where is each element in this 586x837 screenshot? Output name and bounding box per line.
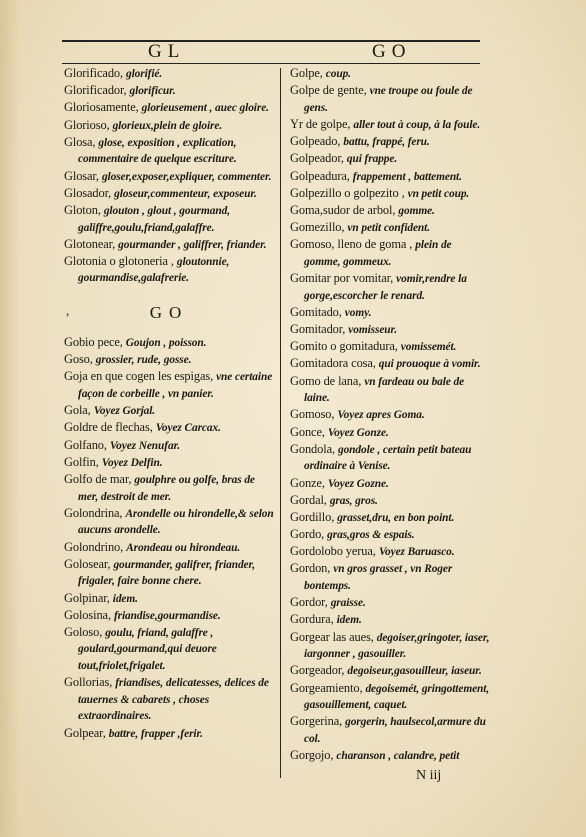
dictionary-entry	[290, 66, 490, 83]
entry-definition: vn petit coup.	[407, 187, 470, 200]
entry-definition: Arondelle ou hirondelle,& selon aucuns arondelle.	[78, 507, 274, 537]
page-edge-shadow	[0, 0, 20, 837]
entry-headword: Golfo de mar,	[64, 471, 132, 486]
entry-headword: Golondrina,	[64, 505, 123, 520]
entry-headword: Gordon,	[290, 561, 331, 576]
dictionary-entry	[290, 527, 490, 544]
entry-headword: Gorgojo,	[290, 748, 334, 763]
dictionary-entry	[290, 151, 490, 168]
entry-headword: Goja en que cogen les espigas,	[64, 369, 214, 384]
dictionary-entry	[290, 237, 490, 270]
left-entries-top	[64, 66, 274, 287]
entry-definition: idem.	[112, 592, 138, 605]
entry-headword: Gorgeador,	[290, 663, 345, 678]
entry-headword: Gomitado,	[290, 304, 342, 319]
entry-headword: Glosar,	[64, 168, 99, 183]
entry-headword: Gomitar por vomitar,	[290, 271, 394, 286]
dictionary-entry	[290, 339, 490, 356]
entry-definition: Voyez Baruasco.	[378, 546, 455, 559]
entry-definition: vomy.	[344, 306, 372, 319]
left-column	[64, 66, 274, 743]
entry-definition: glouton , glout , gourmand, galiffre,goulu,friand,galaffre.	[78, 204, 230, 234]
dictionary-entry	[290, 117, 490, 134]
dictionary-entry	[64, 403, 274, 420]
entry-definition: gorgerin, haulsecol,armure du col.	[304, 716, 486, 745]
entry-headword: Golpe de gente,	[290, 83, 367, 98]
dictionary-entry	[290, 748, 490, 765]
entry-definition: glorifié.	[126, 68, 163, 80]
entry-headword: Glotonear,	[64, 236, 116, 251]
dictionary-entry	[290, 476, 490, 493]
dictionary-entry	[64, 625, 274, 675]
entry-headword: Goma,sudor de arbol,	[290, 202, 396, 217]
dictionary-entry	[64, 369, 274, 402]
entry-definition: plein de gomme, gommeux.	[304, 239, 452, 268]
entry-headword: Gomoso, lleno de goma ,	[290, 237, 413, 252]
dictionary-entry	[64, 335, 274, 352]
entry-definition: idem.	[336, 614, 362, 627]
section-mark: ,	[66, 303, 70, 319]
entry-headword: Golpear,	[64, 725, 106, 740]
dictionary-entry	[290, 630, 490, 663]
section-heading	[64, 303, 274, 323]
entry-definition: charanson , calandre, petit	[336, 750, 460, 763]
dictionary-entry	[290, 169, 490, 186]
dictionary-entry	[290, 595, 490, 612]
dictionary-entry	[290, 714, 490, 747]
entry-definition: glose, exposition , explication, commentaire de quelque escriture.	[78, 136, 237, 166]
dictionary-entry	[64, 420, 274, 437]
entry-definition: qui prouoque à vomir.	[378, 358, 481, 371]
entry-definition: glorieusement , auec gloire.	[141, 102, 269, 115]
dictionary-entry	[290, 663, 490, 680]
dictionary-entry	[64, 186, 274, 203]
entry-definition: vomissemét.	[400, 341, 457, 354]
entry-headword: Gorgear las aues,	[290, 629, 374, 644]
entry-definition: glorieux,plein de gloire.	[112, 119, 223, 132]
entry-headword: Golfano,	[64, 437, 107, 452]
dictionary-entry	[290, 322, 490, 339]
dictionary-entry	[290, 305, 490, 322]
dictionary-entry	[290, 425, 490, 442]
dictionary-entry	[64, 237, 274, 254]
entry-headword: Yr de golpe,	[290, 116, 351, 131]
entry-headword: Gobio pece,	[64, 335, 123, 350]
entry-definition: gourmander , galiffrer, friander.	[118, 238, 267, 251]
entry-definition: goulphre ou golfe, bras de mer, destroit de mer.	[78, 473, 255, 503]
dictionary-entry	[64, 100, 274, 117]
dictionary-entry	[64, 66, 274, 83]
dictionary-entry	[64, 472, 274, 505]
entry-definition: degoisemét, gringottement, gasouillement, caquet.	[304, 682, 490, 712]
entry-definition: Voyez Nenufar.	[109, 439, 181, 452]
dictionary-entry	[290, 374, 490, 407]
entry-headword: Gorgerina,	[290, 714, 343, 729]
entry-definition: gloseur,commenteur, exposeur.	[114, 187, 257, 200]
signature-mark: N iij	[416, 768, 442, 783]
dictionary-entry	[290, 134, 490, 151]
entry-definition: gondole , certain petit bateau ordinaire à Venise.	[304, 443, 472, 473]
entry-definition: aller tout à coup, à la foule.	[353, 118, 481, 131]
entry-headword: Gomitador,	[290, 322, 346, 337]
entry-definition: gomme.	[398, 204, 435, 217]
entry-headword: Gollorias,	[64, 675, 113, 690]
dictionary-entry	[290, 203, 490, 220]
entry-headword: Glosa,	[64, 134, 96, 149]
running-head-left: GL	[148, 41, 186, 62]
entry-headword: Glorificador,	[64, 83, 127, 98]
entry-headword: Goldre de flechas,	[64, 420, 153, 435]
entry-definition: grasset,dru, en bon point.	[337, 511, 455, 524]
entry-definition: Voyez Delfin.	[101, 456, 163, 469]
header-rule-bottom	[62, 63, 480, 64]
dictionary-entry	[64, 352, 274, 369]
entry-headword: Goloso,	[64, 624, 103, 639]
entry-headword: Gordal,	[290, 492, 327, 507]
dictionary-entry	[64, 540, 274, 557]
entry-definition: coup.	[325, 68, 351, 80]
entry-definition: vomir,rendre la gorge,escorcher le renard.	[304, 273, 467, 302]
dictionary-entry	[64, 726, 274, 743]
dictionary-entry	[290, 442, 490, 475]
dictionary-entry	[64, 169, 274, 186]
entry-headword: Golpeador,	[290, 151, 344, 166]
entry-headword: Gonce,	[290, 424, 325, 439]
entry-definition: Voyez Gonze.	[327, 426, 389, 439]
entry-definition: degoiser,gringoter, iaser, iargonner , gasouiller.	[304, 631, 490, 661]
entry-headword: Gloriosamente,	[64, 100, 139, 115]
entry-headword: Gordillo,	[290, 509, 335, 524]
dictionary-entry	[290, 493, 490, 510]
entry-definition: gloser,exposer,expliquer, commenter.	[101, 170, 272, 183]
entry-headword: Gordura,	[290, 612, 334, 627]
entry-definition: degoiseur,gasouilleur, iaseur.	[347, 665, 482, 678]
entry-definition: gourmander, galifrer, friander, frigaler, faire bonne chere.	[78, 558, 255, 588]
dictionary-entry	[64, 118, 274, 135]
entry-definition: vn gros grasset , vn Roger bontemps.	[304, 563, 453, 593]
entry-definition: glorificur.	[129, 85, 176, 98]
entry-definition: vne certaine façon de corbeille , vn panier.	[78, 371, 273, 401]
dictionary-entry	[64, 675, 274, 725]
entry-headword: Golpeadura,	[290, 168, 350, 183]
entry-definition: vomisseur.	[348, 324, 397, 337]
dictionary-entry	[290, 83, 490, 116]
dictionary-entry	[290, 612, 490, 629]
entry-headword: Gonze,	[290, 475, 325, 490]
dictionary-entry	[64, 254, 274, 287]
dictionary-entry	[290, 407, 490, 424]
dictionary-entry	[290, 271, 490, 304]
dictionary-entry	[64, 557, 274, 590]
entry-definition: Voyez Gozne.	[327, 477, 389, 490]
entry-headword: Glorificado,	[64, 66, 124, 80]
entry-definition: vne troupe ou foule de gens.	[304, 85, 473, 114]
entry-definition: Voyez Carcax.	[155, 422, 221, 435]
entry-headword: Gordor,	[290, 595, 328, 610]
dictionary-entry	[290, 220, 490, 237]
entry-definition: friandises, delicatesses, delices de tauernes & cabarets , choses extraordinaires.	[78, 677, 269, 723]
column-divider	[280, 68, 281, 778]
dictionary-entry	[290, 544, 490, 561]
entry-definition: gras, gros.	[329, 494, 378, 507]
dictionary-entry	[290, 561, 490, 594]
entry-headword: Goso,	[64, 352, 93, 367]
dictionary-entry	[64, 608, 274, 625]
entry-headword: Golpeado,	[290, 134, 341, 149]
dictionary-entry	[64, 135, 274, 168]
entry-headword: Gomitadora cosa,	[290, 356, 376, 371]
entry-headword: Gomezillo,	[290, 220, 345, 235]
entry-headword: Golondrino,	[64, 539, 124, 554]
entry-definition: frappement , battement.	[352, 170, 462, 183]
entry-headword: Golfin,	[64, 454, 99, 469]
entry-headword: Gordo,	[290, 527, 325, 542]
entry-definition: battre, frapper ,ferir.	[108, 727, 203, 740]
entry-headword: Gomo de lana,	[290, 373, 362, 388]
entry-headword: Golpe,	[290, 66, 323, 80]
entry-headword: Golpinar,	[64, 590, 110, 605]
entry-headword: Glosador,	[64, 185, 112, 200]
entry-definition: battu, frappé, feru.	[343, 136, 430, 149]
right-entries	[290, 66, 490, 765]
entry-headword: Golpezillo o golpezito ,	[290, 185, 405, 200]
entry-definition: Goujon , poisson.	[125, 337, 207, 350]
dictionary-entry	[64, 591, 274, 608]
entry-definition: goulu, friand, galaffre , goulard,gourmand,qui deuore tout,friolet,frigalet.	[78, 626, 217, 673]
entry-headword: Gorgeamiento,	[290, 680, 363, 695]
entry-headword: Glotonia o glotoneria ,	[64, 253, 174, 268]
dictionary-entry	[290, 510, 490, 527]
entry-headword: Golosear,	[64, 556, 111, 571]
entry-definition: vn fardeau ou bale de laine.	[304, 375, 465, 405]
dictionary-entry	[290, 186, 490, 203]
dictionary-entry	[64, 506, 274, 539]
entry-definition: vn petit confident.	[347, 222, 430, 235]
entry-headword: Gomoso,	[290, 407, 335, 422]
entry-headword: Glorioso,	[64, 117, 110, 132]
dictionary-entry	[64, 438, 274, 455]
entry-definition: grossier, rude, gosse.	[95, 354, 192, 367]
entry-definition: Arondeau ou hirondeau.	[126, 541, 241, 554]
entry-headword: Gloton,	[64, 202, 101, 217]
entry-headword: Gola,	[64, 403, 91, 418]
dictionary-entry	[64, 83, 274, 100]
dictionary-entry	[290, 681, 490, 714]
entry-headword: Golosina,	[64, 607, 111, 622]
section-heading-text: GO	[149, 303, 189, 323]
left-entries-bottom	[64, 335, 274, 742]
entry-definition: gras,gros & espais.	[327, 529, 415, 542]
running-head-right: GO	[372, 41, 412, 62]
header-rule-top	[62, 40, 480, 42]
entry-definition: gloutonnie, gourmandise,galafrerie.	[78, 255, 230, 285]
right-column	[290, 66, 490, 765]
entry-definition: graisse.	[330, 597, 366, 610]
entry-headword: Gondola,	[290, 441, 335, 456]
entry-definition: friandise,gourmandise.	[113, 609, 221, 622]
dictionary-entry	[64, 203, 274, 236]
dictionary-entry	[64, 455, 274, 472]
entry-definition: Voyez apres Goma.	[337, 409, 425, 422]
entry-definition: qui frappe.	[346, 153, 398, 166]
entry-definition: Voyez Gorjal.	[93, 405, 156, 418]
entry-headword: Gomito o gomitadura,	[290, 339, 398, 354]
entry-headword: Gordolobo yerua,	[290, 544, 376, 559]
dictionary-entry	[290, 356, 490, 373]
